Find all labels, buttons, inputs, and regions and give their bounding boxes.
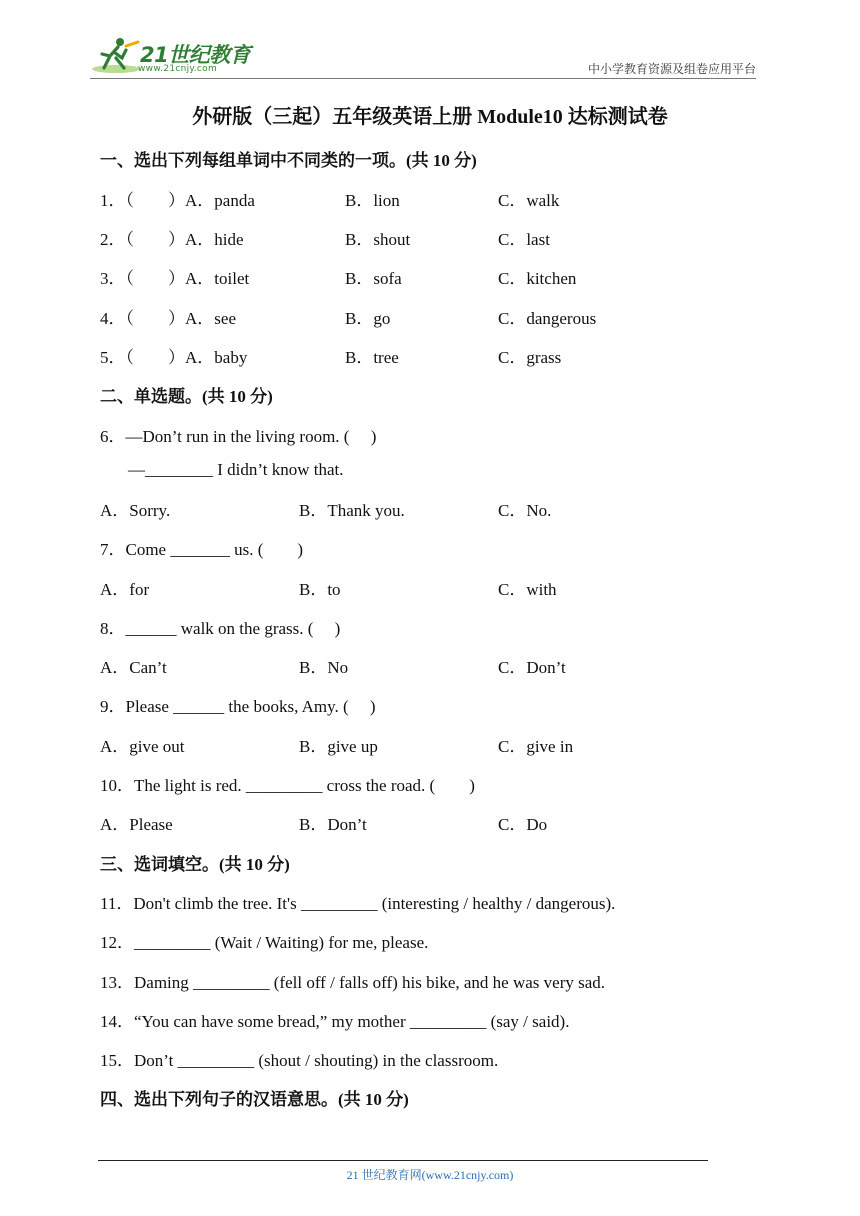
question-3: 3．（ ）A．toilet (100, 269, 250, 288)
question-15: 15．Don’t _________ (shout / shouting) in the classroom. (100, 1051, 499, 1070)
site-logo (90, 36, 260, 76)
runner-logo-icon (90, 36, 142, 76)
section-4-heading: 四、选出下列句子的汉语意思。(共 10 分) (100, 1090, 409, 1109)
question-8-option-c: C．Don’t (498, 658, 566, 677)
question-8-option-b: B．No (299, 658, 349, 677)
question-8-option-a: A．Can’t (100, 658, 167, 677)
question-7-option-a: A．for (100, 580, 150, 599)
question-9: 9．Please ______ the books, Amy. ( ) (100, 697, 376, 716)
question-10-option-b: B．Don’t (299, 815, 367, 834)
question-5-option-b: B．tree (345, 348, 399, 367)
question-13: 13．Daming _________ (fell off / falls off) his bike, and he was very sad. (100, 973, 606, 992)
question-7-option-b: B．to (299, 580, 341, 599)
section-3-heading: 三、选词填空。(共 10 分) (100, 855, 290, 874)
question-14: 14．“You can have some bread,” my mother _________ (say / said). (100, 1012, 570, 1031)
question-5-option-c: C．grass (498, 348, 562, 367)
question-1: 1．（ ）A．panda (100, 191, 255, 210)
question-6: 6．—Don’t run in the living room. ( ) (100, 427, 377, 446)
question-7: 7．Come _______ us. ( ) (100, 540, 304, 559)
question-1-option-b: B．lion (345, 191, 400, 210)
section-2-heading: 二、单选题。(共 10 分) (100, 387, 273, 406)
question-2: 2．（ ）A．hide (100, 230, 244, 249)
footer-divider (98, 1160, 708, 1161)
question-4: 4．（ ）A．see (100, 309, 236, 328)
question-6-option-a: A．Sorry. (100, 501, 171, 520)
question-1-option-c: C．walk (498, 191, 560, 210)
logo-text: 21世纪教育 (140, 43, 251, 67)
header-platform-text: 中小学教育资源及组卷应用平台 (587, 62, 756, 76)
question-7-option-c: C．with (498, 580, 557, 599)
question-4-option-c: C．dangerous (498, 309, 597, 328)
question-10-option-c: C．Do (498, 815, 548, 834)
question-10-option-a: A．Please (100, 815, 173, 834)
section-1-heading: 一、选出下列每组单词中不同类的一项。(共 10 分) (100, 151, 477, 170)
question-2-option-b: B．shout (345, 230, 411, 249)
question-2-option-c: C．last (498, 230, 550, 249)
question-8: 8．______ walk on the grass. ( ) (100, 619, 341, 638)
page-header (90, 28, 756, 80)
question-10: 10．The light is red. _________ cross the road. ( ) (100, 776, 475, 795)
page-title: 外研版（三起）五年级英语上册 Module10 达标测试卷 (192, 106, 668, 128)
question-3-option-b: B．sofa (345, 269, 402, 288)
question-5: 5．（ ）A．baby (100, 348, 248, 367)
footer-link[interactable]: 21 世纪教育网(www.21cnjy.com) (346, 1168, 514, 1182)
question-11: 11．Don't climb the tree. It's _________ (interesting / healthy / dangerous). (100, 894, 616, 913)
question-6-response: —________ I didn’t know that. (128, 460, 344, 479)
question-6-option-c: C．No. (498, 501, 552, 520)
question-6-option-b: B．Thank you. (299, 501, 405, 520)
question-9-option-a: A．give out (100, 737, 185, 756)
question-9-option-b: B．give up (299, 737, 378, 756)
question-4-option-b: B．go (345, 309, 391, 328)
question-9-option-c: C．give in (498, 737, 574, 756)
question-12: 12．_________ (Wait / Waiting) for me, please. (100, 933, 429, 952)
header-divider (90, 78, 756, 79)
logo-url: www.21cnjy.com (138, 64, 218, 74)
question-3-option-c: C．kitchen (498, 269, 577, 288)
